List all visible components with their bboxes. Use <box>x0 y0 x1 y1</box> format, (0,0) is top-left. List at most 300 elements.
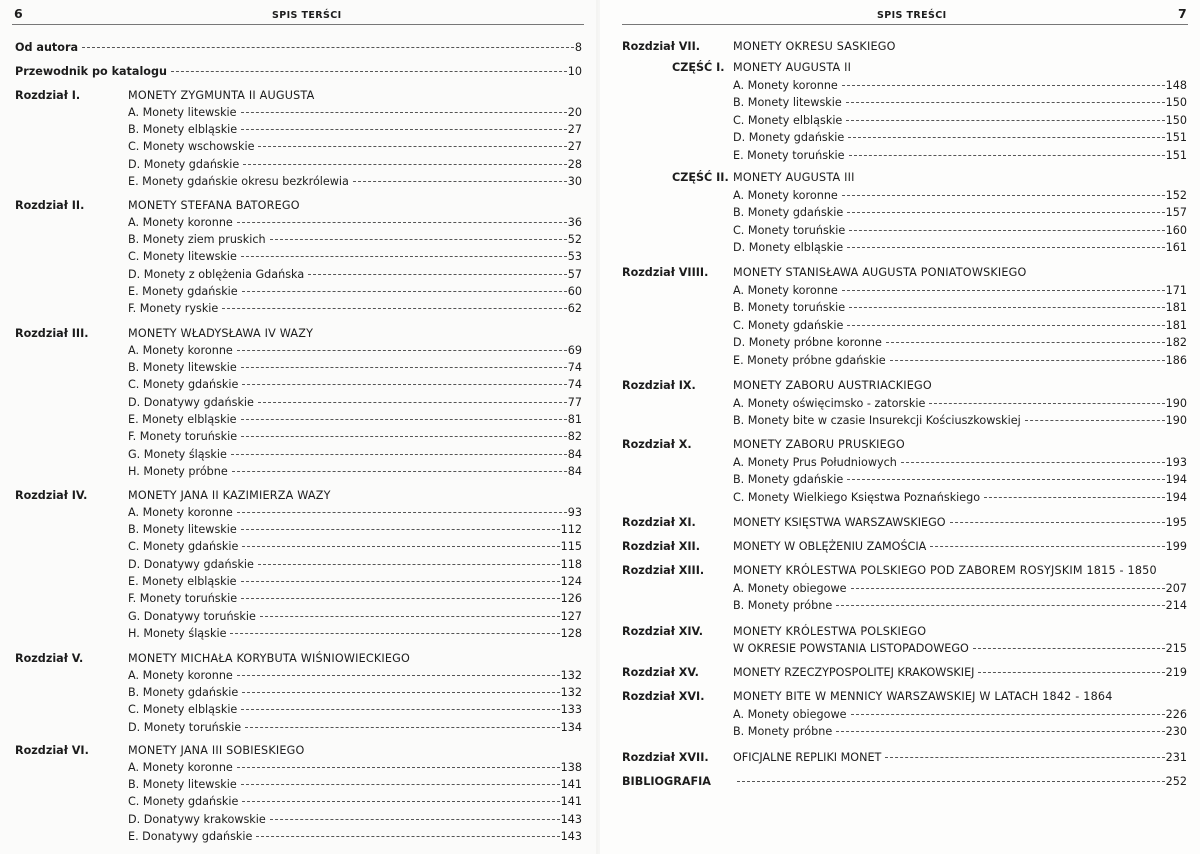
dot-leader <box>237 350 567 351</box>
chapter-title: MONETY ZABORU AUSTRIACKIEGO <box>733 379 932 392</box>
front-matter-entry <box>15 40 582 55</box>
dot-leader <box>242 384 566 385</box>
chapter-title: MONETY WŁADYSŁAWA IV WAZY <box>128 327 314 340</box>
dot-leader <box>978 672 1164 673</box>
chapter-label: Rozdział V. <box>15 652 84 665</box>
chapter-title: MONETY OKRESU SASKIEGO <box>733 40 896 53</box>
chapter-title <box>733 774 1187 789</box>
dot-leader <box>237 512 567 513</box>
entry-page-number: 30 <box>567 174 582 188</box>
dot-leader <box>842 290 1165 291</box>
toc-entry <box>733 598 1187 613</box>
entry-label: G. Monety śląskie <box>128 447 227 461</box>
dot-leader <box>849 230 1164 231</box>
toc-entry <box>128 395 582 410</box>
toc-entry <box>733 318 1187 333</box>
chapter-title: MONETY ZYGMUNTA II AUGUSTA <box>128 89 315 102</box>
entry-page-number: 53 <box>567 250 582 264</box>
entry-page-number: 74 <box>567 378 582 392</box>
dot-leader <box>851 714 1165 715</box>
toc-entry <box>128 122 582 137</box>
entry-page-number: 134 <box>560 720 582 734</box>
header-rule <box>622 24 1188 25</box>
chapter-label: Rozdział XV. <box>622 666 699 679</box>
entry-label: F. Monety ryskie <box>128 302 219 316</box>
toc-entry <box>128 139 582 154</box>
dot-leader <box>241 419 567 420</box>
entry-label: E. Monety gdańskie okresu bezkrólewia <box>128 174 349 188</box>
entry-label: A. Monety obiegowe <box>733 581 847 595</box>
entry-page-number: 128 <box>560 626 582 640</box>
dot-leader <box>836 605 1164 606</box>
front-matter-entry <box>15 64 582 79</box>
entry-label: F. Monety toruńskie <box>128 592 238 606</box>
part-label: CZĘŚĆ I. <box>672 61 725 74</box>
chapter-label: Rozdział X. <box>622 438 692 451</box>
toc-entry <box>733 148 1187 163</box>
dot-leader <box>849 307 1165 308</box>
chapter-label: Rozdział III. <box>15 327 89 340</box>
toc-entry <box>128 626 582 641</box>
dot-leader <box>847 479 1164 480</box>
entry-label: A. Monety obiegowe <box>733 707 847 721</box>
dot-leader <box>842 85 1165 86</box>
entry-label: B. Monety ziem pruskich <box>128 232 266 246</box>
dot-leader <box>82 47 574 48</box>
toc-entry <box>128 777 582 792</box>
chapter-title: MONETY STEFANA BATOREGO <box>128 199 300 212</box>
toc-entry <box>733 581 1187 596</box>
chapter-title: MONETY STANISŁAWA AUGUSTA PONIATOWSKIEGO <box>733 266 1027 279</box>
dot-leader <box>256 836 559 837</box>
entry-page-number: 138 <box>560 760 582 774</box>
entry-label: B. Monety gdańskie <box>733 206 844 220</box>
toc-entry <box>733 490 1187 505</box>
entry-page-number: 150 <box>1165 96 1187 110</box>
toc-entry <box>128 377 582 392</box>
dot-leader <box>237 222 567 223</box>
toc-entry <box>733 113 1187 128</box>
entry-page-number: 171 <box>1165 283 1187 297</box>
entry-page-number: 151 <box>1165 148 1187 162</box>
dot-leader <box>847 212 1164 213</box>
entry-page-number: 81 <box>567 412 582 426</box>
dot-leader <box>890 360 1165 361</box>
dot-leader <box>245 727 560 728</box>
dot-leader <box>901 462 1165 463</box>
toc-entry <box>128 760 582 775</box>
chapter-title <box>733 665 1187 680</box>
entry-label: D. Monety gdańskie <box>128 157 240 171</box>
entry-page-number: 181 <box>1165 318 1187 332</box>
toc-entry <box>733 240 1187 255</box>
entry-page-number: 199 <box>1165 540 1187 553</box>
entry-page-number: 84 <box>567 464 582 478</box>
entry-page-number: 148 <box>1165 78 1187 92</box>
dot-leader <box>308 274 567 275</box>
entry-label: G. Donatywy toruńskie <box>128 609 256 623</box>
entry-page-number: 141 <box>560 795 582 809</box>
entry-label: A. Monety koronne <box>733 78 838 92</box>
dot-leader <box>258 564 560 565</box>
toc-entry <box>128 702 582 717</box>
chapter-label: Rozdział XIV. <box>622 625 704 638</box>
entry-page-number: 69 <box>567 343 582 357</box>
entry-page-number: 252 <box>1165 775 1187 788</box>
entry-page-number: 132 <box>560 685 582 699</box>
toc-entry <box>733 413 1187 428</box>
toc-entry <box>733 300 1187 315</box>
dot-leader <box>241 581 560 582</box>
dot-leader <box>849 155 1165 156</box>
dot-leader <box>950 522 1165 523</box>
entry-page-number: 190 <box>1165 396 1187 410</box>
dot-leader <box>232 471 567 472</box>
entry-page-number: 143 <box>560 829 582 843</box>
toc-entry <box>128 267 582 282</box>
entry-label: B. Monety próbne <box>733 599 833 613</box>
entry-label: A. Monety koronne <box>128 343 233 357</box>
dot-leader <box>242 291 567 292</box>
entry-label: E. Monety próbne gdańskie <box>733 353 886 367</box>
chapter-title: MONETY BITE W MENNICY WARSZAWSKIEJ W LATACH 1842 - 1864 <box>733 690 1113 703</box>
toc-entry <box>128 829 582 844</box>
toc-entry <box>128 685 582 700</box>
part-title: MONETY AUGUSTA II <box>733 61 852 74</box>
dot-leader <box>231 454 567 455</box>
toc-entry <box>128 812 582 827</box>
entry-page-number: 219 <box>1165 666 1187 679</box>
entry-label: B. Monety próbne <box>733 725 833 739</box>
chapter-title <box>733 515 1187 530</box>
part-label: CZĘŚĆ II. <box>672 171 729 184</box>
entry-label: E. Monety elbląskie <box>128 574 237 588</box>
dot-leader <box>842 195 1165 196</box>
toc-entry <box>128 429 582 444</box>
entry-label: E. Monety elbląskie <box>128 412 237 426</box>
entry-page-number: 181 <box>1165 301 1187 315</box>
entry-label: A. Monety litewskie <box>128 105 237 119</box>
dot-leader <box>241 436 567 437</box>
chapter-title: MONETY JANA II KAZIMIERZA WAZY <box>128 489 331 502</box>
toc-entry <box>128 609 582 624</box>
entry-label: C. Monety gdańskie <box>128 795 239 809</box>
chapter-title-text: MONETY RZECZYPOSPOLITEJ KRAKOWSKIEJ <box>733 666 975 679</box>
chapter-label: Rozdział XVI. <box>622 690 705 703</box>
dot-leader <box>1025 420 1165 421</box>
dot-leader <box>886 342 1165 343</box>
dot-leader <box>270 819 560 820</box>
entry-label: B. Monety litewskie <box>128 522 237 536</box>
entry-label: A. Monety koronne <box>733 188 838 202</box>
dot-leader <box>237 767 560 768</box>
entry-label: D. Donatywy gdańskie <box>128 395 254 409</box>
entry-page-number: 74 <box>567 360 582 374</box>
chapter-label: Rozdział XII. <box>622 540 700 553</box>
entry-label: B. Monety litewskie <box>128 777 237 791</box>
entry-page-number: 84 <box>567 447 582 461</box>
toc-entry <box>128 464 582 479</box>
dot-leader <box>241 598 560 599</box>
entry-page-number: 152 <box>1165 188 1187 202</box>
entry-page-number: 150 <box>1165 113 1187 127</box>
entry-page-number: 127 <box>560 609 582 623</box>
chapter-label: Rozdział IX. <box>622 379 696 392</box>
chapter-title-text: MONETY KSIĘSTWA WARSZAWSKIEGO <box>733 516 946 529</box>
entry-label: A. Monety oświęcimsko - zatorskie <box>733 396 926 410</box>
dot-leader <box>353 181 567 182</box>
entry-page-number: 124 <box>560 574 582 588</box>
entry-label: B. Monety gdańskie <box>128 685 239 699</box>
entry-label: C. Monety elbląskie <box>733 113 843 127</box>
toc-entry <box>128 794 582 809</box>
running-header: SPIS TREŚCI <box>877 10 947 21</box>
entry-label: Przewodnik po katalogu <box>15 65 167 78</box>
entry-page-number: 160 <box>1165 223 1187 237</box>
toc-entry <box>733 95 1187 110</box>
toc-entry <box>128 505 582 520</box>
chapter-label: Rozdział XI. <box>622 516 696 529</box>
toc-entry <box>128 668 582 683</box>
dot-leader <box>241 784 560 785</box>
toc-entry <box>128 105 582 120</box>
toc-entry <box>733 353 1187 368</box>
dot-leader <box>846 120 1164 121</box>
dot-leader <box>984 497 1165 498</box>
page-number: 6 <box>14 6 23 21</box>
entry-page-number: 118 <box>560 557 582 571</box>
entry-label: D. Donatywy krakowskie <box>128 812 266 826</box>
toc-entry <box>128 574 582 589</box>
entry-page-number: 126 <box>560 592 582 606</box>
dot-leader <box>851 588 1165 589</box>
entry-page-number: 133 <box>560 703 582 717</box>
dot-leader <box>836 731 1164 732</box>
chapter-label: Rozdział VIIII. <box>622 266 709 279</box>
dot-leader <box>258 402 567 403</box>
toc-entry <box>128 522 582 537</box>
entry-page-number: 62 <box>567 302 582 316</box>
toc-entry <box>128 591 582 606</box>
entry-label: A. Monety Prus Południowych <box>733 455 897 469</box>
chapter-label: Rozdział XVII. <box>622 751 709 764</box>
chapter-title-text: MONETY W OBLĘŻENIU ZAMOŚCIA <box>733 540 927 553</box>
entry-label: C. Monety gdańskie <box>733 318 844 332</box>
entry-page-number: 27 <box>567 140 582 154</box>
entry-page-number: 231 <box>1165 751 1187 764</box>
entry-page-number: 195 <box>1165 516 1187 529</box>
entry-label: C. Monety Wielkiego Księstwa Poznańskiego <box>733 490 981 504</box>
dot-leader <box>241 256 567 257</box>
entry-page-number: 143 <box>560 812 582 826</box>
entry-page-number: 207 <box>1165 581 1187 595</box>
entry-page-number: 226 <box>1165 707 1187 721</box>
entry-page-number: 57 <box>567 267 582 281</box>
entry-label: B. Monety bite w czasie Insurekcji Kościuszkowskiej <box>733 414 1021 428</box>
entry-page-number: 161 <box>1165 241 1187 255</box>
dot-leader <box>241 709 559 710</box>
dot-leader <box>241 367 567 368</box>
toc-entry <box>733 223 1187 238</box>
entry-label: B. Monety toruńskie <box>733 301 846 315</box>
entry-page-number: 186 <box>1165 353 1187 367</box>
dot-leader <box>242 801 559 802</box>
dot-leader <box>930 546 1164 547</box>
toc-entry <box>733 335 1187 350</box>
chapter-title: MONETY KRÓLESTWA POLSKIEGO <box>733 625 927 638</box>
dot-leader <box>846 102 1165 103</box>
entry-page-number: 182 <box>1165 336 1187 350</box>
entry-page-number: 194 <box>1165 490 1187 504</box>
right-page <box>600 0 1200 854</box>
dot-leader <box>929 403 1164 404</box>
toc-entry <box>128 412 582 427</box>
chapter-title: MONETY MICHAŁA KORYBUTA WIŚNIOWIECKIEGO <box>128 652 411 665</box>
dot-leader <box>885 757 1164 758</box>
toc-entry <box>733 724 1187 739</box>
toc-entry <box>128 720 582 735</box>
dot-leader <box>258 146 566 147</box>
entry-label: C. Monety elbląskie <box>128 703 238 717</box>
entry-label: H. Monety śląskie <box>128 626 227 640</box>
entry-page-number: 157 <box>1165 206 1187 220</box>
dot-leader <box>973 648 1165 649</box>
chapter-title-continued: W OKRESIE POWSTANIA LISTOPADOWEGO <box>733 642 969 655</box>
chapter-label: BIBLIOGRAFIA <box>622 775 711 788</box>
entry-label: A. Monety koronne <box>128 505 233 519</box>
toc-entry <box>733 130 1187 145</box>
toc-entry <box>733 205 1187 220</box>
chapter-label: Rozdział VII. <box>622 40 700 53</box>
chapter-title-text: OFICJALNE REPLIKI MONET <box>733 751 882 764</box>
entry-page-number: 52 <box>567 232 582 246</box>
entry-label: C. Monety litewskie <box>128 250 237 264</box>
entry-page-number: 190 <box>1165 414 1187 428</box>
entry-page-number: 141 <box>560 777 582 791</box>
entry-page-number: 214 <box>1165 599 1187 613</box>
toc-entry <box>128 157 582 172</box>
entry-page-number: 10 <box>567 65 582 78</box>
toc-entry <box>128 539 582 554</box>
dot-leader <box>260 616 560 617</box>
toc-entry <box>733 396 1187 411</box>
entry-label: D. Monety z oblężenia Gdańska <box>128 267 305 281</box>
toc-entry <box>733 283 1187 298</box>
dot-leader <box>230 633 559 634</box>
dot-leader <box>241 129 567 130</box>
part-title: MONETY AUGUSTA III <box>733 171 855 184</box>
chapter-title-line <box>733 641 1187 656</box>
entry-label: A. Monety koronne <box>128 760 233 774</box>
toc-entry <box>128 174 582 189</box>
chapter-title: MONETY JANA III SOBIESKIEGO <box>128 744 305 757</box>
entry-page-number: 20 <box>567 105 582 119</box>
entry-page-number: 28 <box>567 157 582 171</box>
toc-entry <box>128 249 582 264</box>
entry-label: D. Monety elbląskie <box>733 241 844 255</box>
entry-label: C. Monety toruńskie <box>733 223 846 237</box>
entry-page-number: 77 <box>567 395 582 409</box>
entry-label: C. Monety wschowskie <box>128 140 255 154</box>
entry-page-number: 215 <box>1165 642 1187 655</box>
entry-page-number: 193 <box>1165 455 1187 469</box>
chapter-title <box>733 539 1187 554</box>
toc-entry <box>733 455 1187 470</box>
dot-leader <box>737 781 1165 782</box>
toc-entry <box>733 188 1187 203</box>
toc-entry <box>128 301 582 316</box>
entry-page-number: 93 <box>567 505 582 519</box>
chapter-label: Rozdział XIII. <box>622 564 705 577</box>
dot-leader <box>241 112 567 113</box>
entry-page-number: 115 <box>560 540 582 554</box>
dot-leader <box>848 137 1164 138</box>
dot-leader <box>171 71 567 72</box>
entry-page-number: 194 <box>1165 473 1187 487</box>
entry-page-number: 132 <box>560 668 582 682</box>
entry-label: B. Monety gdańskie <box>733 473 844 487</box>
entry-label: E. Monety gdańskie <box>128 284 238 298</box>
entry-label: C. Monety gdańskie <box>128 378 239 392</box>
entry-page-number: 36 <box>567 215 582 229</box>
entry-label: A. Monety koronne <box>733 283 838 297</box>
entry-label: H. Monety próbne <box>128 464 228 478</box>
entry-label: E. Monety toruńskie <box>733 148 845 162</box>
chapter-title <box>733 750 1187 765</box>
entry-page-number: 27 <box>567 122 582 136</box>
chapter-label: Rozdział II. <box>15 199 85 212</box>
header-rule <box>12 24 584 25</box>
chapter-title: MONETY ZABORU PRUSKIEGO <box>733 438 905 451</box>
dot-leader <box>237 675 560 676</box>
toc-entry <box>128 557 582 572</box>
entry-page-number: 151 <box>1165 131 1187 145</box>
entry-label: D. Monety próbne koronne <box>733 336 882 350</box>
toc-entry <box>128 284 582 299</box>
entry-page-number: 8 <box>574 41 582 54</box>
entry-label: E. Donatywy gdańskie <box>128 829 253 843</box>
toc-entry <box>128 447 582 462</box>
toc-entry <box>128 232 582 247</box>
chapter-title: MONETY KRÓLESTWA POLSKIEGO POD ZABOREM ROSYJSKIM 1815 - 1850 <box>733 564 1157 577</box>
dot-leader <box>241 529 560 530</box>
entry-page-number: 230 <box>1165 725 1187 739</box>
toc-entry <box>128 360 582 375</box>
toc-entry <box>128 343 582 358</box>
page-number: 7 <box>1178 6 1187 21</box>
toc-entry <box>733 707 1187 722</box>
entry-label: F. Monety toruńskie <box>128 430 238 444</box>
entry-label: D. Donatywy gdańskie <box>128 557 254 571</box>
entry-label: C. Monety gdańskie <box>128 540 239 554</box>
toc-entry <box>733 78 1187 93</box>
entry-label: B. Monety elbląskie <box>128 122 238 136</box>
dot-leader <box>242 546 559 547</box>
chapter-label: Rozdział IV. <box>15 489 88 502</box>
entry-label: B. Monety litewskie <box>128 360 237 374</box>
entry-label: B. Monety litewskie <box>733 96 842 110</box>
entry-page-number: 60 <box>567 284 582 298</box>
entry-label: Od autora <box>15 41 79 54</box>
chapter-label: Rozdział VI. <box>15 744 89 757</box>
entry-label: D. Monety toruńskie <box>128 720 242 734</box>
entry-label: A. Monety koronne <box>128 215 233 229</box>
entry-label: D. Monety gdańskie <box>733 131 845 145</box>
chapter-label: Rozdział I. <box>15 89 81 102</box>
entry-label: A. Monety koronne <box>128 668 233 682</box>
dot-leader <box>270 239 567 240</box>
dot-leader <box>847 247 1165 248</box>
